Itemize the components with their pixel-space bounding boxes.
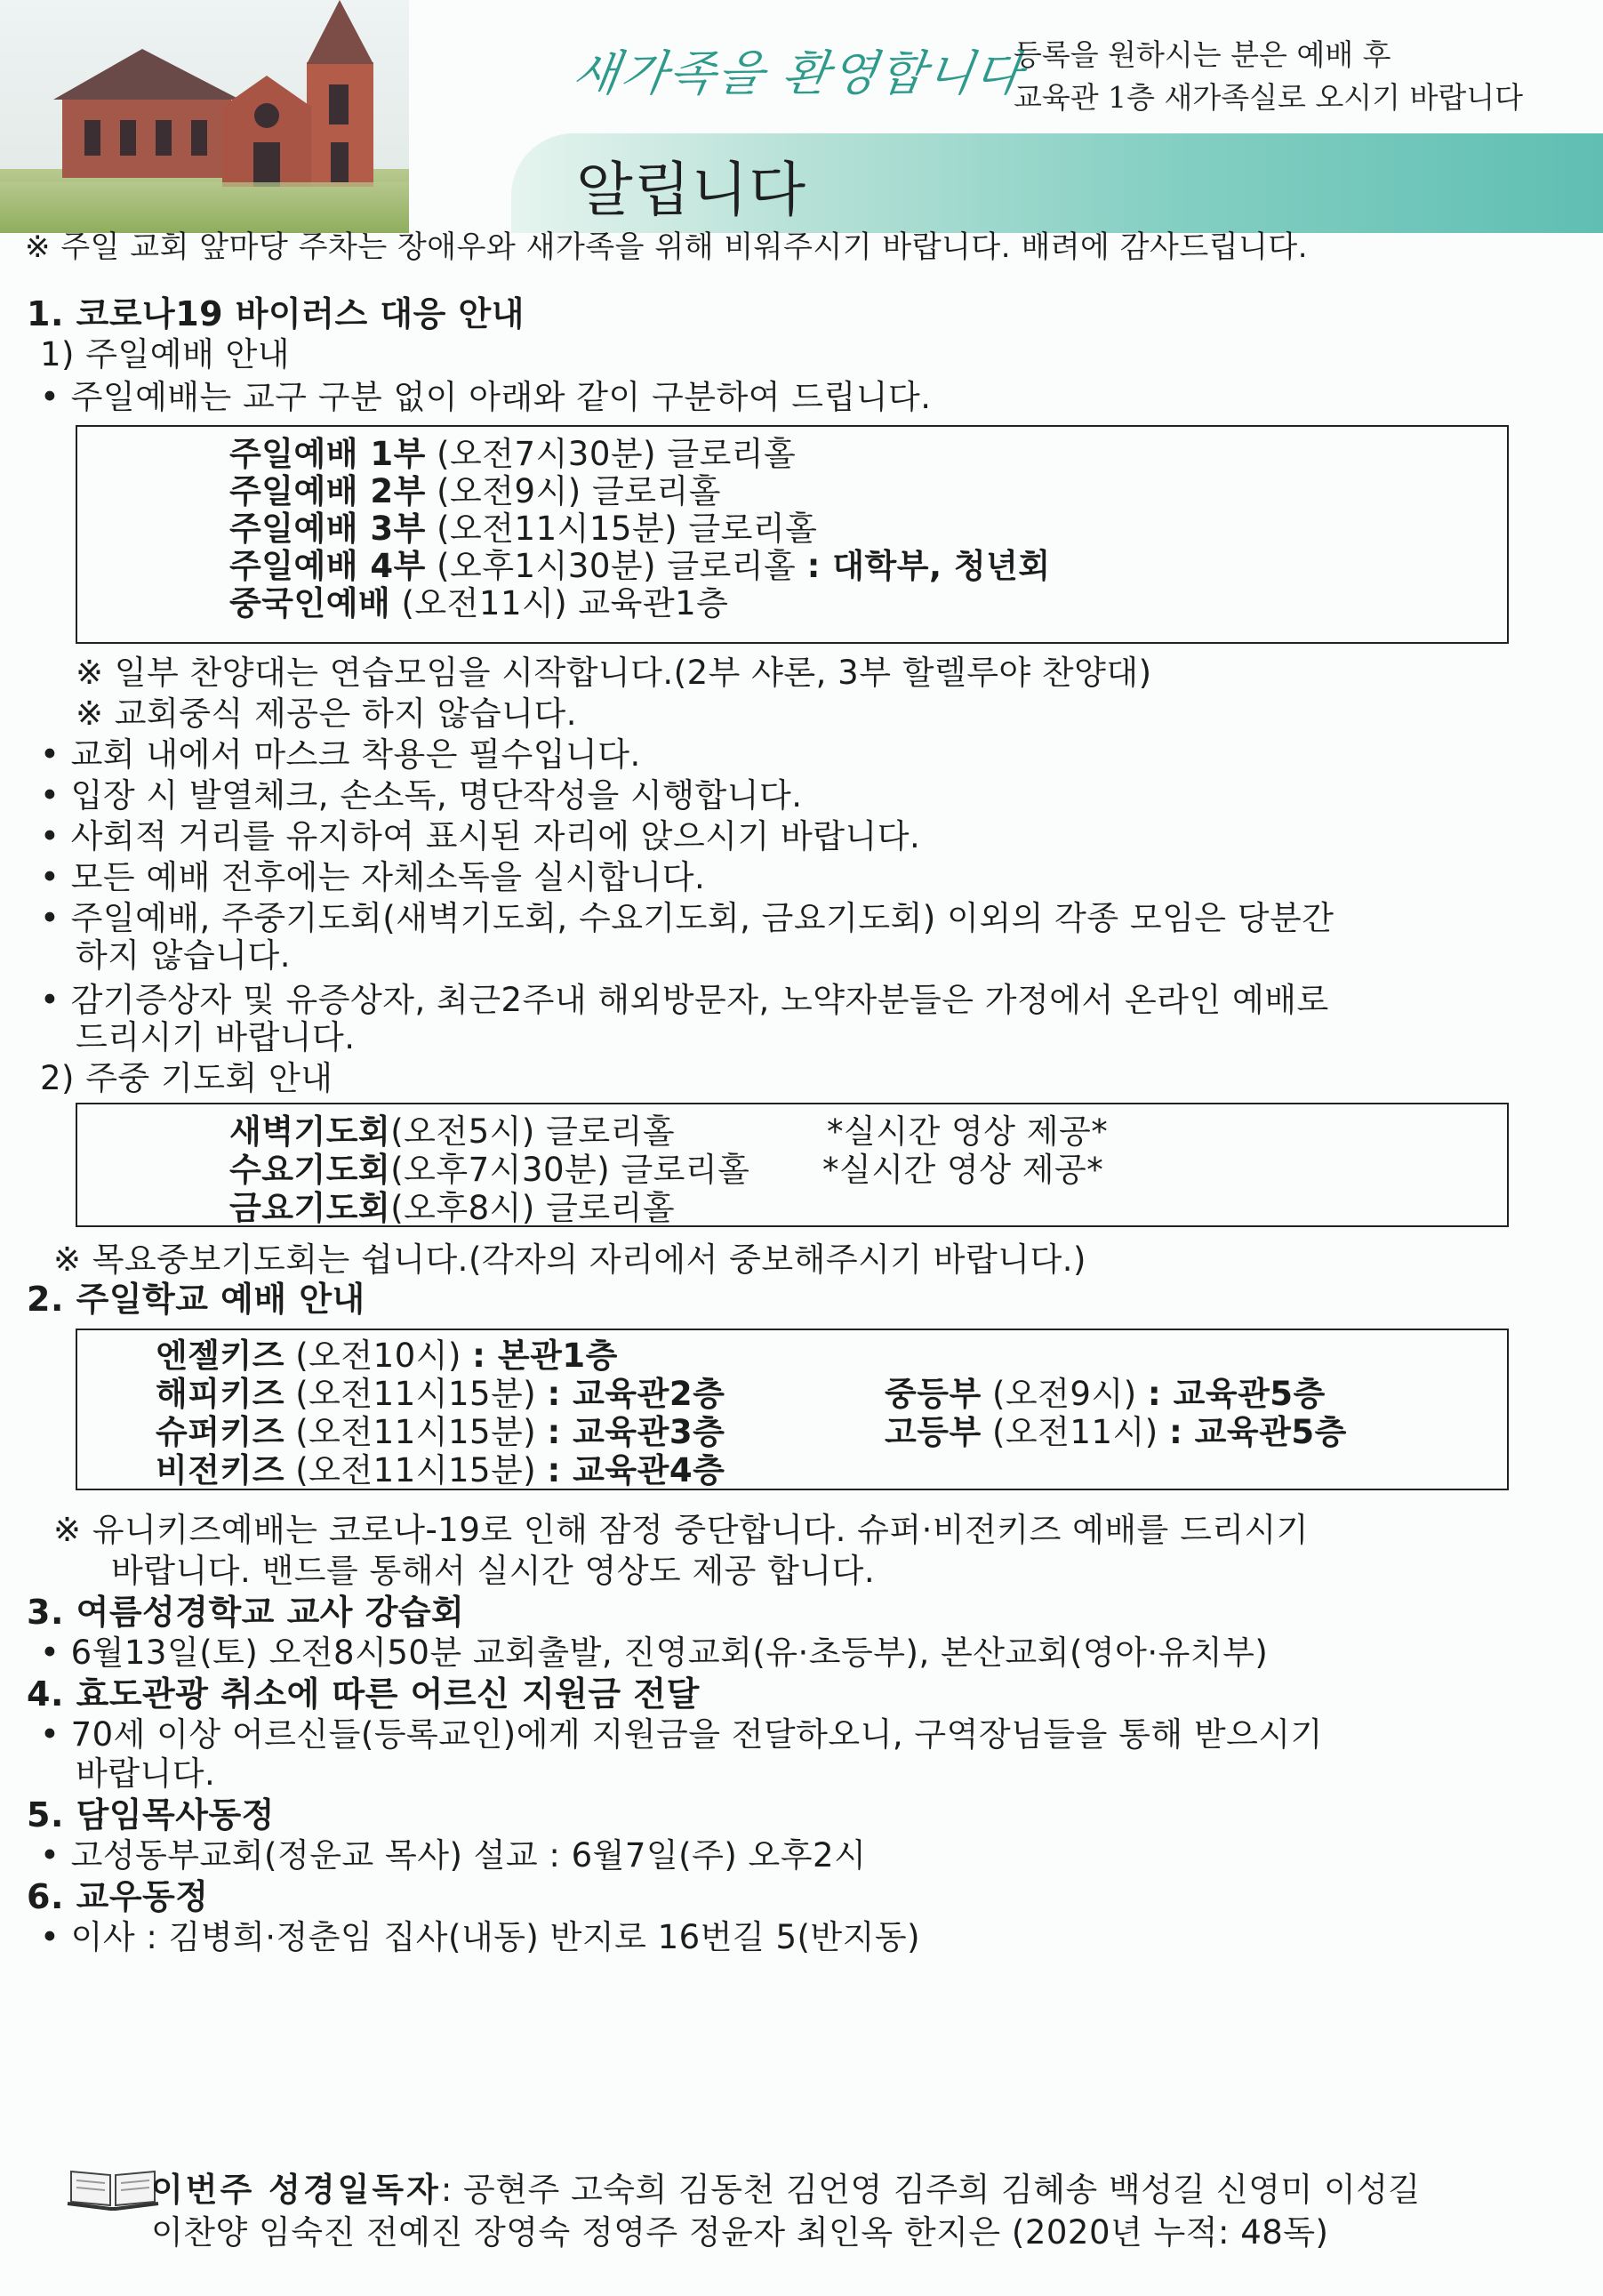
note-line: ※ 목요중보기도회는 쉽니다.(각자의 자리에서 중보해주시기 바랍니다.) — [53, 1240, 1086, 1279]
prayer-detail: (오전5시) 글로리홀 — [390, 1112, 676, 1151]
school-name: 중등부 — [885, 1375, 982, 1413]
service-detail: (오전7시30분) 글로리홀 — [425, 435, 797, 473]
prayer-name: 새벽기도회 — [229, 1112, 391, 1151]
subsection-heading: 1) 주일예배 안내 — [40, 335, 290, 373]
note-line: ※ 교회중식 제공은 하지 않습니다. — [76, 694, 577, 733]
section-heading: 2. 주일학교 예배 안내 — [27, 1280, 365, 1319]
section-heading: 4. 효도관광 취소에 따른 어르신 지원금 전달 — [27, 1674, 700, 1714]
header — [0, 0, 1603, 233]
prayer-detail: (오후8시) 글로리홀 — [390, 1189, 676, 1227]
service-extra: : 대학부, 청년회 — [806, 547, 1051, 585]
service-name: 주일예배 4부 — [229, 547, 426, 585]
note-line: ※ 유니키즈예배는 코로나-19로 인해 잠정 중단합니다. 슈퍼·비전키즈 예배를 드리시기 — [53, 1511, 1310, 1549]
service-name: 중국인예배 — [229, 584, 391, 622]
bullet-item: • 70세 이상 어르신들(등록교인)에게 지원금을 전달하오니, 구역장님들을 통해 받으시기 — [40, 1715, 1323, 1754]
school-detail: (오전11시15분) — [284, 1375, 548, 1413]
service-row — [229, 576, 728, 624]
school-detail: (오전10시) — [284, 1337, 473, 1375]
bible-readers-names-continued: 이찬양 임숙진 전예진 장영숙 정영주 정윤자 최인옥 한지은 (2020년 누적: 48독) — [151, 2213, 1329, 2252]
school-place: : 교육관4층 — [547, 1451, 725, 1489]
bullet-item: • 교회 내에서 마스크 착용은 필수입니다. — [40, 735, 641, 774]
bullet-item-continued: 바랍니다. — [76, 1754, 216, 1793]
section-heading: 6. 교우동정 — [27, 1877, 209, 1916]
school-name: 엔젤키즈 — [156, 1337, 285, 1375]
bullet-item: • 6월13일(토) 오전8시50분 교회출발, 진영교회(유·초등부), 본산교회(영아·유치부) — [40, 1634, 1269, 1672]
prayer-stream-note: *실시간 영상 제공* — [822, 1151, 1104, 1189]
open-book-icon — [64, 2159, 162, 2212]
school-row — [156, 1443, 725, 1491]
registration-info-line: 교육관 1층 새가족실로 오시기 바랍니다 — [1014, 80, 1524, 115]
service-name: 주일예배 3부 — [229, 510, 426, 548]
bible-readers-row — [151, 2163, 1421, 2211]
bullet-item: • 주일예배는 교구 구분 없이 아래와 같이 구분하여 드립니다. — [40, 378, 932, 416]
welcome-banner: 새가족을 환영합니다 — [569, 45, 1028, 101]
school-detail: (오전11시15분) — [284, 1413, 548, 1451]
page-title: 알립니다 — [576, 156, 807, 224]
bullet-item-continued: 하지 않습니다. — [76, 936, 291, 975]
school-row — [885, 1405, 1347, 1453]
service-detail: (오전11시) 교육관1층 — [390, 584, 729, 622]
service-detail: (오전11시15분) 글로리홀 — [425, 510, 818, 548]
school-name: 고등부 — [885, 1413, 982, 1451]
registration-info — [1014, 34, 1523, 119]
bible-readers-names: : 공현주 고숙희 김동천 김언영 김주희 김혜송 백성길 신영미 이성길 — [440, 2171, 1421, 2209]
school-detail: (오전11시) — [981, 1413, 1169, 1451]
school-name: 슈퍼키즈 — [156, 1413, 285, 1451]
bullet-item-continued: 드리시기 바랍니다. — [76, 1018, 356, 1056]
subsection-heading: 2) 주중 기도회 안내 — [40, 1059, 333, 1097]
bible-readers-label: 이번주 성경일독자 — [151, 2171, 441, 2209]
prayer-row — [229, 1181, 675, 1229]
school-place: : 교육관5층 — [1147, 1375, 1326, 1413]
parking-note: ※ 주일 교회 앞마당 주차는 장애우와 새가족을 위해 비워주시기 바랍니다. 배려에 감사드립니다. — [25, 229, 1309, 265]
school-name: 해피키즈 — [156, 1375, 285, 1413]
school-detail: (오전9시) — [981, 1375, 1148, 1413]
section-heading: 3. 여름성경학교 교사 강습회 — [27, 1593, 465, 1632]
bullet-item: • 사회적 거리를 유지하여 표시된 자리에 앉으시기 바랍니다. — [40, 817, 921, 855]
service-detail: (오전9시) 글로리홀 — [425, 472, 721, 510]
prayer-detail: (오후7시30분) 글로리홀 — [390, 1151, 750, 1189]
prayer-stream-note: *실시간 영상 제공* — [827, 1112, 1109, 1151]
bullet-item: • 고성동부교회(정운교 목사) 설교 : 6월7일(주) 오후2시 — [40, 1836, 867, 1875]
registration-info-line: 등록을 원하시는 분은 예배 후 — [1014, 37, 1391, 72]
service-name: 주일예배 2부 — [229, 472, 426, 510]
prayer-name: 수요기도회 — [229, 1151, 391, 1189]
note-line-continued: 바랍니다. 밴드를 통해서 실시간 영상도 제공 합니다. — [111, 1552, 876, 1590]
section-heading: 1. 코로나19 바이러스 대응 안내 — [27, 294, 525, 333]
school-place: : 교육관5층 — [1168, 1413, 1347, 1451]
school-place: : 본관1층 — [472, 1337, 618, 1375]
bullet-item: • 모든 예배 전후에는 자체소독을 실시합니다. — [40, 858, 706, 896]
section-heading: 5. 담임목사동정 — [27, 1795, 275, 1834]
bullet-item: • 이사 : 김병희·정춘임 집사(내동) 반지로 16번길 5(반지동) — [40, 1918, 921, 1956]
school-place: : 교육관2층 — [547, 1375, 725, 1413]
church-illustration — [0, 0, 409, 233]
school-place: : 교육관3층 — [547, 1413, 725, 1451]
bullet-item: • 주일예배, 주중기도회(새벽기도회, 수요기도회, 금요기도회) 이외의 각종 모임은 당분간 — [40, 899, 1334, 937]
school-detail: (오전11시15분) — [284, 1451, 548, 1489]
bullet-item: • 감기증상자 및 유증상자, 최근2주내 해외방문자, 노약자분들은 가정에서 온라인 예배로 — [40, 981, 1329, 1019]
service-detail: (오후1시30분) 글로리홀 — [425, 547, 807, 585]
note-line: ※ 일부 찬양대는 연습모임을 시작합니다.(2부 샤론, 3부 할렐루야 찬양대) — [76, 654, 1152, 692]
bullet-item: • 입장 시 발열체크, 손소독, 명단작성을 시행합니다. — [40, 776, 803, 815]
prayer-name: 금요기도회 — [229, 1189, 391, 1227]
service-name: 주일예배 1부 — [229, 435, 426, 473]
school-name: 비전키즈 — [156, 1451, 285, 1489]
